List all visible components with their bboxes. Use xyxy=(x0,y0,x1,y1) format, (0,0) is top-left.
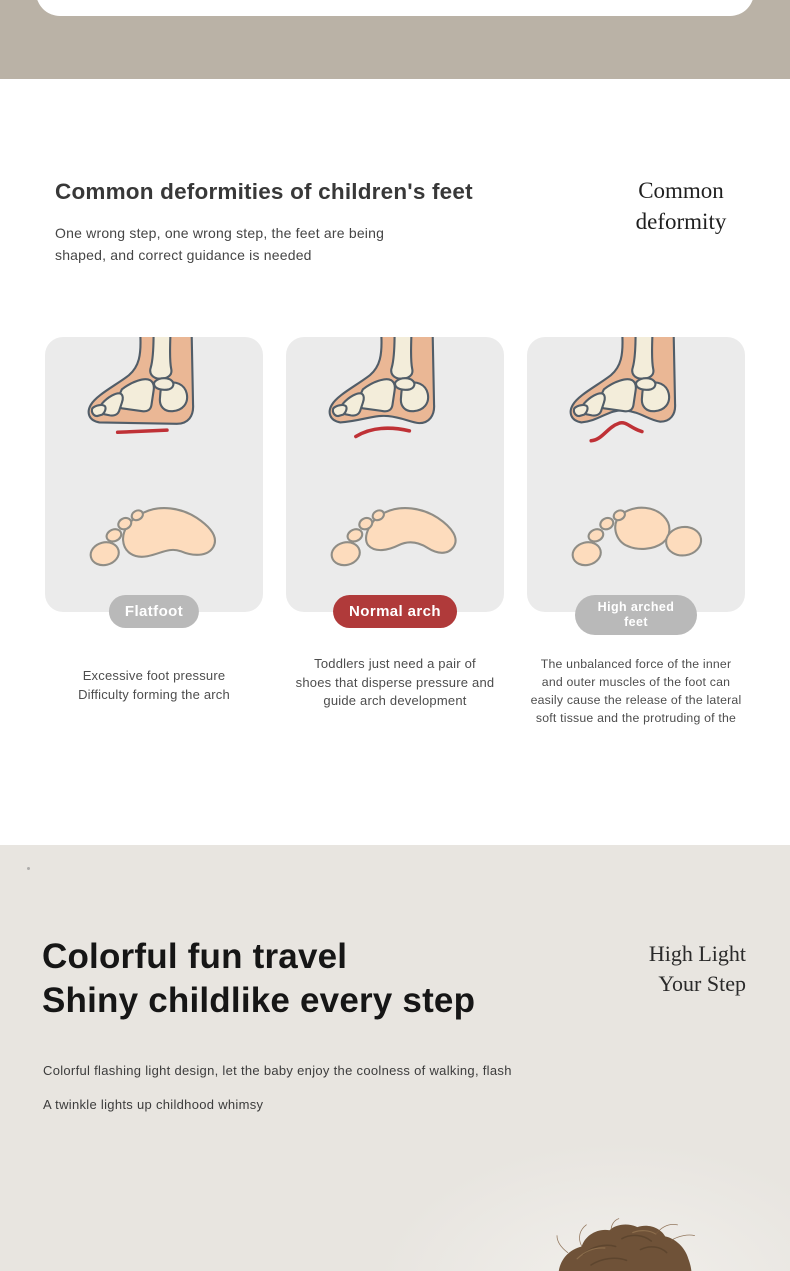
serif-label-line2: deformity xyxy=(635,209,727,234)
normal-arch-tile xyxy=(286,337,504,612)
deformity-card-normal-arch xyxy=(286,337,504,807)
high-arch-caption-line1: The unbalanced force of the inner xyxy=(540,657,732,671)
high-arch-tile xyxy=(527,337,745,612)
deformities-serif-label xyxy=(605,175,757,237)
deformities-subtitle-line2: shaped, and correct guidance is needed xyxy=(55,247,312,263)
deformities-title: Common deformities of children's feet xyxy=(55,179,473,204)
high-arch-caption-line3: easily cause the release of the lateral xyxy=(530,693,742,707)
flatfoot-caption-line2: Difficulty forming the arch xyxy=(78,686,230,702)
highlight-description-line1: Colorful flashing light design, let the baby enjoy the coolness of walking, flash xyxy=(43,1063,512,1078)
normal-arch-caption-line2: shoes that disperse pressure and xyxy=(295,674,495,690)
flatfoot-badge: Flatfoot xyxy=(109,595,199,628)
highlight-title-line1: Colorful fun travel xyxy=(42,937,348,976)
footprint-normal-icon xyxy=(324,490,466,574)
deformities-subtitle-line1: One wrong step, one wrong step, the feet are being xyxy=(55,225,385,241)
highlight-section xyxy=(0,845,790,1271)
highlight-serif-line1: High Light xyxy=(648,941,746,966)
serif-label-line1: Common xyxy=(638,178,724,203)
normal-arch-badge: Normal arch xyxy=(333,595,457,628)
deformity-card-flatfoot xyxy=(45,337,263,807)
highlight-description-line2: A twinkle lights up childhood whimsy xyxy=(43,1097,264,1112)
foot-bones-high-arch-illustration xyxy=(563,337,711,443)
foot-bones-normal-illustration xyxy=(322,337,470,443)
footprint-high-arch-icon xyxy=(565,490,707,574)
highlight-serif-label xyxy=(649,939,746,999)
flatfoot-caption xyxy=(45,655,263,704)
normal-arch-caption-line1: Toddlers just need a pair of xyxy=(314,656,476,671)
foot-bones-flat-illustration xyxy=(81,337,229,443)
deformity-cards-row xyxy=(45,337,745,807)
deformities-section xyxy=(0,79,790,845)
highlight-title-line2: Shiny childlike every step xyxy=(42,981,476,1020)
high-arch-caption-line2: and outer muscles of the foot can xyxy=(541,675,731,689)
footprint-flat-icon xyxy=(83,490,225,574)
child-hair-photo xyxy=(540,1223,710,1271)
high-arch-caption xyxy=(527,655,745,727)
highlight-description xyxy=(43,1063,512,1113)
highlight-serif-line2: Your Step xyxy=(658,971,746,996)
previous-section-card xyxy=(36,0,754,16)
stray-mark xyxy=(27,867,30,870)
normal-arch-caption xyxy=(286,655,504,711)
high-arch-caption-line4: soft tissue and the protruding of the xyxy=(535,711,737,725)
flatfoot-caption-line1: Excessive foot pressure xyxy=(82,668,226,683)
deformity-card-high-arch xyxy=(527,337,745,807)
top-banner xyxy=(0,0,790,79)
deformities-subtitle xyxy=(55,222,384,266)
highlight-title xyxy=(42,935,475,1023)
normal-arch-caption-line3: guide arch development xyxy=(323,693,467,708)
flatfoot-tile xyxy=(45,337,263,612)
high-arch-badge: High arched feet xyxy=(575,595,697,635)
